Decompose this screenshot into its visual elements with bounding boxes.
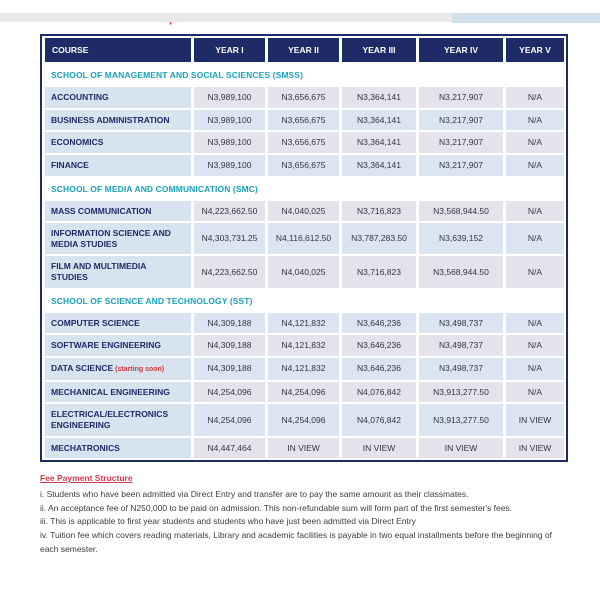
- fee-value: N3,498,737: [419, 313, 503, 334]
- fee-value: N4,121,832: [268, 335, 339, 356]
- table-row: [45, 256, 564, 287]
- footer-notes: [40, 488, 562, 556]
- course-name: FILM AND MULTIMEDIA STUDIES: [45, 256, 191, 287]
- section-header: SCHOOL OF SCIENCE AND TECHNOLOGY (SST): [45, 290, 564, 311]
- fee-value: N3,913,277.50: [419, 382, 503, 403]
- fee-value: IN VIEW: [342, 438, 416, 459]
- section-row: [45, 178, 564, 199]
- fee-value: N3,989,100: [194, 155, 265, 176]
- table-row: [45, 155, 564, 176]
- fee-value: N3,989,100: [194, 132, 265, 153]
- fee-value: N3,716,823: [342, 201, 416, 222]
- footer-note: ii. An acceptance fee of N250,000 to be paid on admission. This non-refundable sum will form part of the first semester's fees.: [40, 502, 513, 513]
- fee-value: N3,568,944.50: [419, 256, 503, 287]
- fee-value: N/A: [506, 358, 564, 380]
- fee-value: N3,787,283.50: [342, 223, 416, 254]
- fee-value: IN VIEW: [506, 438, 564, 459]
- course-name: INFORMATION SCIENCE AND MEDIA STUDIES: [45, 223, 191, 254]
- fee-value: N3,646,236: [342, 358, 416, 380]
- table-row: [45, 313, 564, 334]
- fee-value: N/A: [506, 382, 564, 403]
- fee-value: N4,076,842: [342, 404, 416, 435]
- fee-value: N3,364,141: [342, 155, 416, 176]
- fee-value: N3,498,737: [419, 335, 503, 356]
- fee-value: N4,121,832: [268, 358, 339, 380]
- column-header-year-ii: YEAR II: [268, 38, 339, 62]
- fee-value: N4,254,096: [268, 382, 339, 403]
- fee-value: N3,646,236: [342, 313, 416, 334]
- course-name: BUSINESS ADMINISTRATION: [45, 110, 191, 131]
- fee-value: N3,639,152: [419, 223, 503, 254]
- fee-value: N3,217,907: [419, 110, 503, 131]
- table-row: [45, 87, 564, 108]
- fee-value: N3,716,823: [342, 256, 416, 287]
- fee-payment-structure-section: [40, 473, 562, 556]
- fee-value: N3,498,737: [419, 358, 503, 380]
- fee-value: N3,568,944.50: [419, 201, 503, 222]
- fee-value: N4,116,612.50: [268, 223, 339, 254]
- fees-table-body: [45, 64, 564, 458]
- fee-value: N/A: [506, 155, 564, 176]
- fee-value: N3,364,141: [342, 132, 416, 153]
- fee-value: N4,309,188: [194, 313, 265, 334]
- fee-value: N4,254,096: [194, 404, 265, 435]
- fee-value: N4,447,464: [194, 438, 265, 459]
- fee-value: IN VIEW: [506, 404, 564, 435]
- fee-value: N/A: [506, 132, 564, 153]
- tuition-fees-table-container: [40, 34, 568, 462]
- table-row: [45, 201, 564, 222]
- course-name: ACCOUNTING: [45, 87, 191, 108]
- column-header-year-v: YEAR V: [506, 38, 564, 62]
- column-header-course: COURSE: [45, 38, 191, 62]
- fee-value: N4,040,025: [268, 201, 339, 222]
- course-name: DATA SCIENCE (starting soon): [45, 358, 191, 380]
- footer-note: iv. Tuition fee which covers reading materials, Library and academic facilities is payable in two equal installments before the beginning of each semester.: [40, 529, 553, 554]
- table-header-row: [45, 38, 564, 62]
- fee-value: N3,364,141: [342, 110, 416, 131]
- section-row: [45, 64, 564, 85]
- fee-value: N4,223,662.50: [194, 201, 265, 222]
- fee-value: N3,656,675: [268, 110, 339, 131]
- fee-value: N/A: [506, 335, 564, 356]
- fee-value: IN VIEW: [268, 438, 339, 459]
- fee-value: N/A: [506, 87, 564, 108]
- course-note: (starting soon): [113, 365, 165, 373]
- column-header-year-i: YEAR I: [194, 38, 265, 62]
- fee-value: N3,364,141: [342, 87, 416, 108]
- table-row: [45, 110, 564, 131]
- top-band-right-accent: [452, 13, 600, 23]
- fee-value: N4,040,025: [268, 256, 339, 287]
- course-name: ECONOMICS: [45, 132, 191, 153]
- fee-value: N3,989,100: [194, 110, 265, 131]
- fee-value: N/A: [506, 223, 564, 254]
- tuition-fees-table: [42, 36, 567, 460]
- section-header: SCHOOL OF MANAGEMENT AND SOCIAL SCIENCES (SMSS): [45, 64, 564, 85]
- fee-value: N3,656,675: [268, 132, 339, 153]
- fee-value: N3,217,907: [419, 132, 503, 153]
- table-row: [45, 358, 564, 380]
- fee-value: N3,656,675: [268, 87, 339, 108]
- fee-value: N4,303,731.25: [194, 223, 265, 254]
- fee-value: IN VIEW: [419, 438, 503, 459]
- fee-value: N3,646,236: [342, 335, 416, 356]
- fee-value: N4,076,842: [342, 382, 416, 403]
- course-name: MASS COMMUNICATION: [45, 201, 191, 222]
- fee-value: N4,254,096: [194, 382, 265, 403]
- course-name: SOFTWARE ENGINEERING: [45, 335, 191, 356]
- course-name: ELECTRICAL/ELECTRONICS ENGINEERING: [45, 404, 191, 435]
- fee-value: N4,309,188: [194, 335, 265, 356]
- course-name: MECHANICAL ENGINEERING: [45, 382, 191, 403]
- column-header-year-iv: YEAR IV: [419, 38, 503, 62]
- fee-value: N4,309,188: [194, 358, 265, 380]
- column-header-year-iii: YEAR III: [342, 38, 416, 62]
- table-row: [45, 382, 564, 403]
- table-row: [45, 132, 564, 153]
- course-name: MECHATRONICS: [45, 438, 191, 459]
- footer-note: iii. This is applicable to first year students and students who have just been admitted via Direct Entry: [40, 516, 416, 527]
- fee-value: N3,217,907: [419, 87, 503, 108]
- table-row: [45, 223, 564, 254]
- course-name: COMPUTER SCIENCE: [45, 313, 191, 334]
- fee-value: N3,989,100: [194, 87, 265, 108]
- fee-value: N4,223,662.50: [194, 256, 265, 287]
- footer-heading: Fee Payment Structure: [40, 473, 133, 484]
- fee-value: N3,913,277.50: [419, 404, 503, 435]
- table-row: [45, 335, 564, 356]
- fee-value: N4,121,832: [268, 313, 339, 334]
- fee-value: N/A: [506, 110, 564, 131]
- fee-value: N/A: [506, 256, 564, 287]
- fee-value: N/A: [506, 201, 564, 222]
- course-name: FINANCE: [45, 155, 191, 176]
- fee-value: N3,656,675: [268, 155, 339, 176]
- section-header: SCHOOL OF MEDIA AND COMMUNICATION (SMC): [45, 178, 564, 199]
- table-row: [45, 438, 564, 459]
- footer-note: i. Students who have been admitted via Direct Entry and transfer are to pay the same amount as their classmates.: [40, 489, 469, 500]
- fee-value: N3,217,907: [419, 155, 503, 176]
- fee-value: N/A: [506, 313, 564, 334]
- table-row: [45, 404, 564, 435]
- fee-value: N4,254,096: [268, 404, 339, 435]
- section-row: [45, 290, 564, 311]
